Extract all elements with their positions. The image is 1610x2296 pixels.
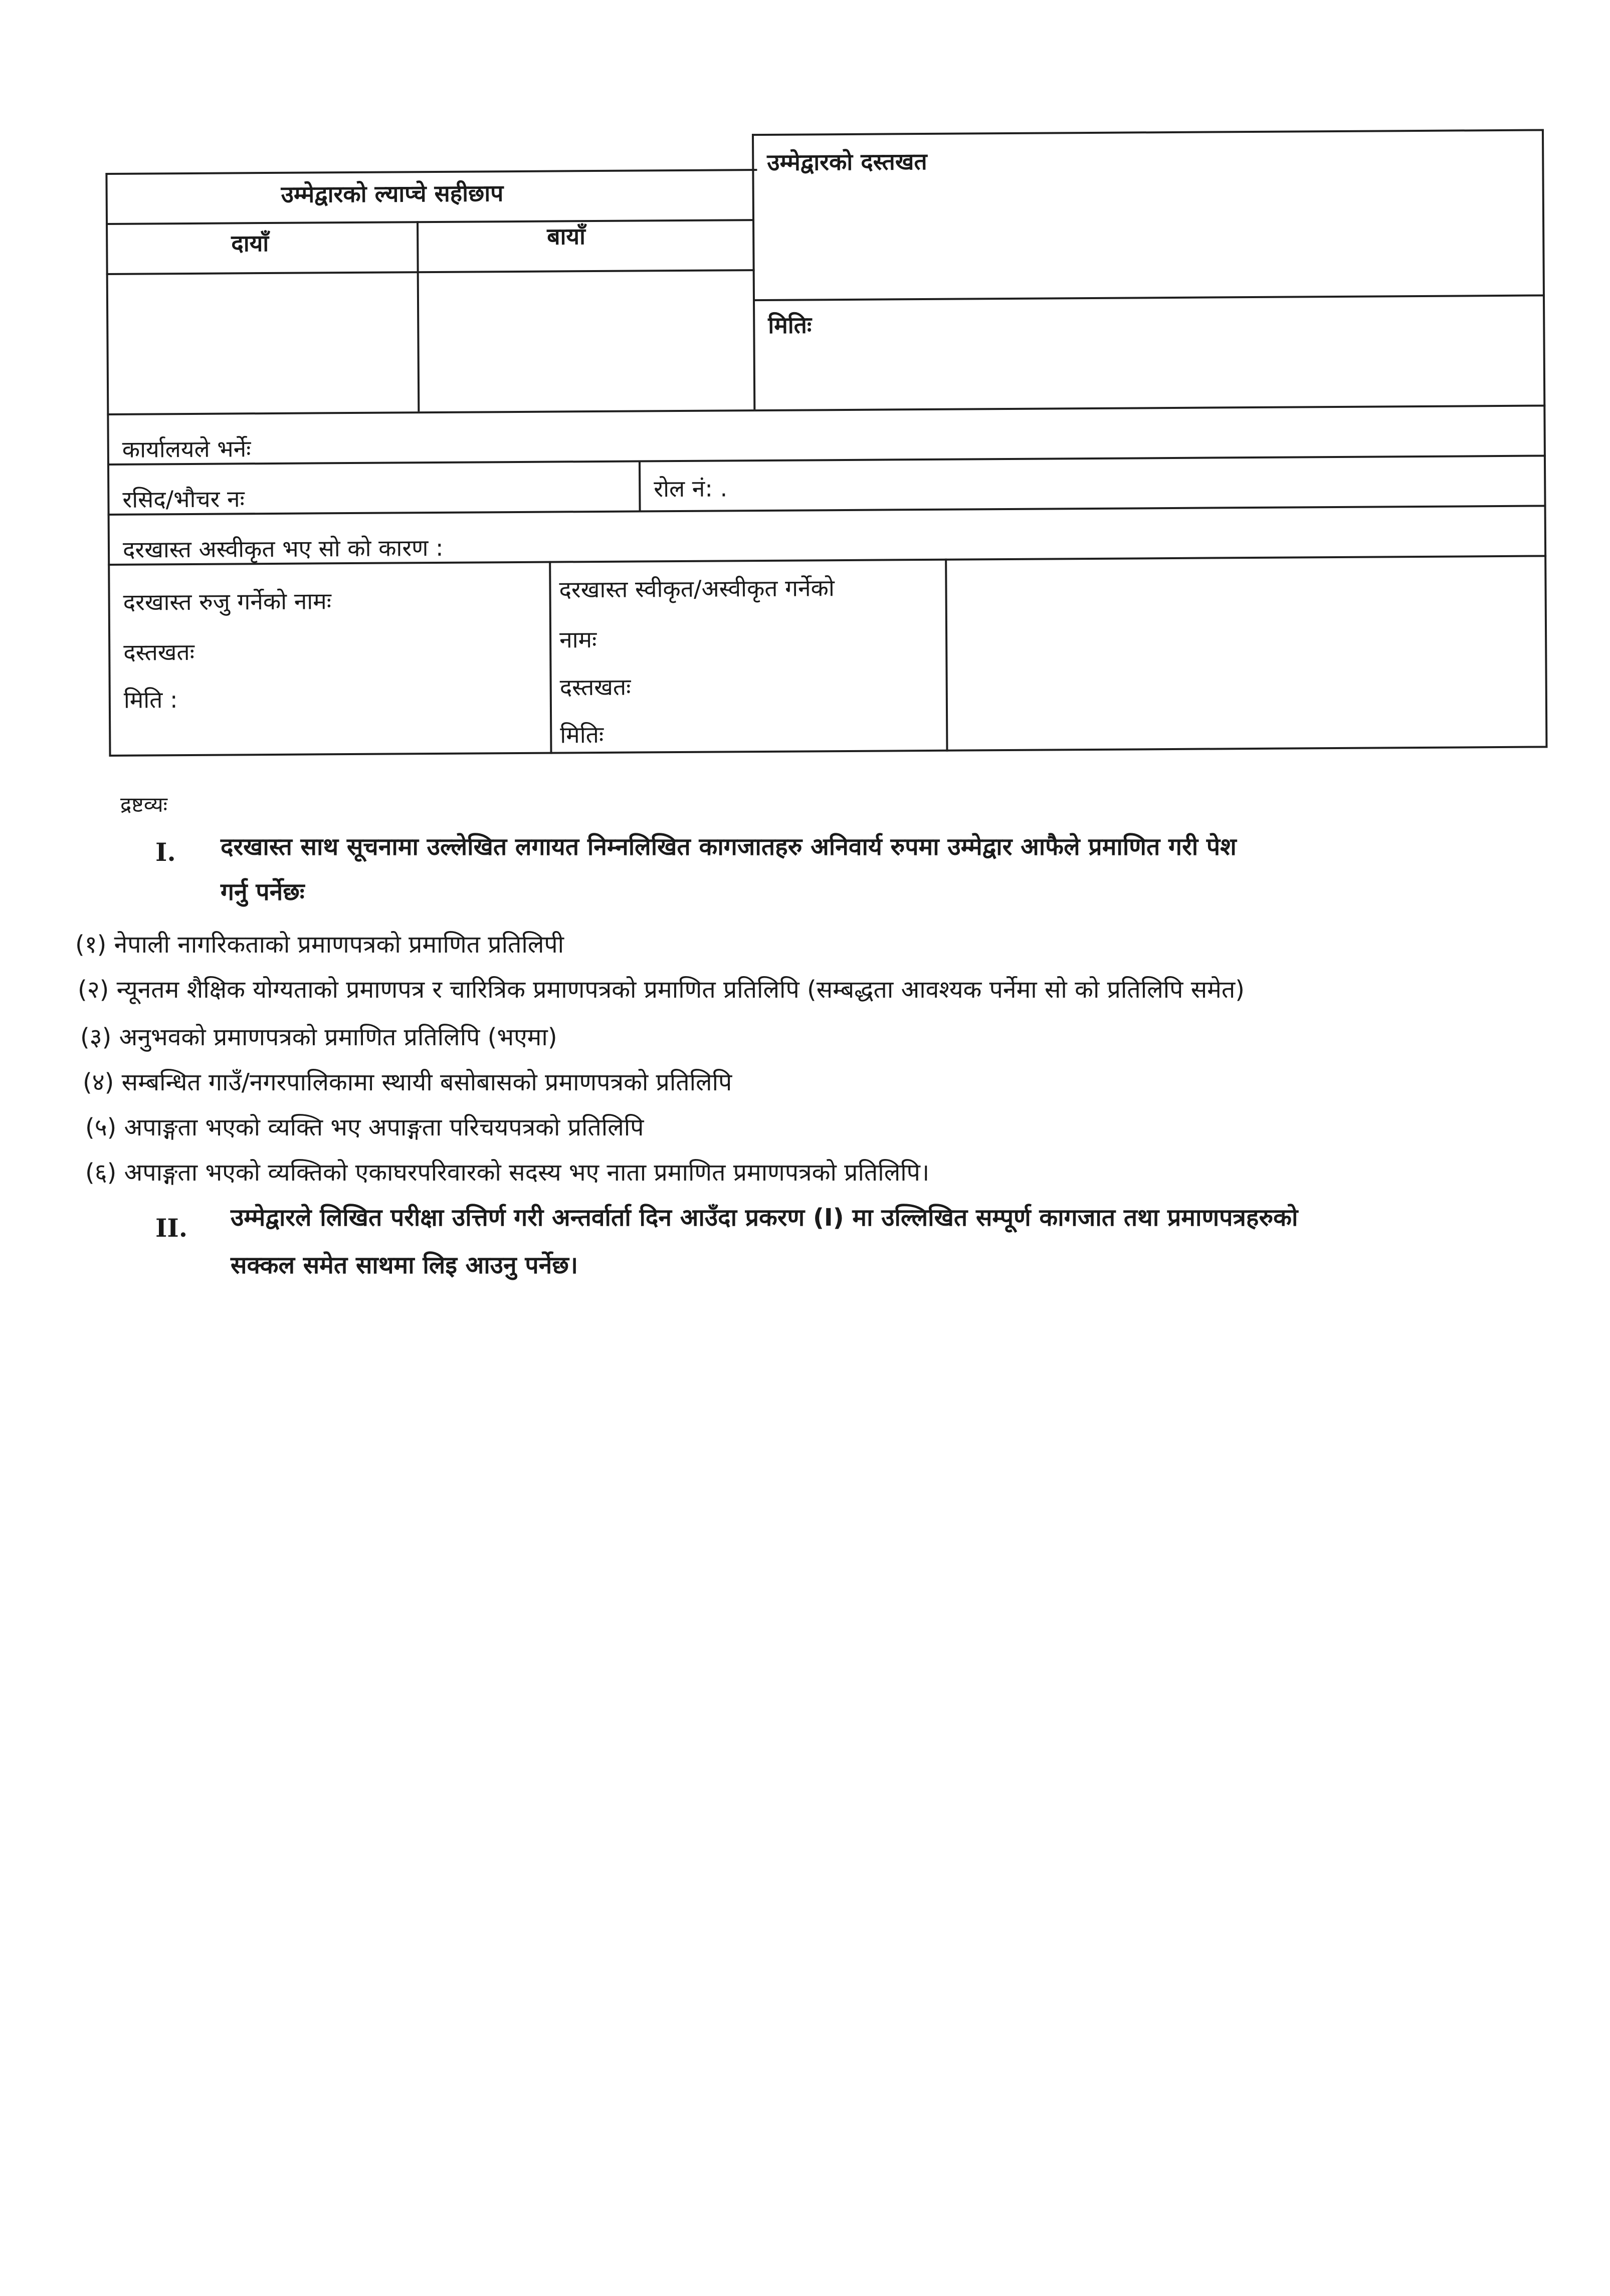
table-border-top-right <box>752 129 1544 136</box>
note-2-line-2: सक्कल समेत साथमा लिइ आउनु पर्नेछ। <box>231 1251 578 1279</box>
approver-signature-label: दस्तखतः <box>559 673 631 701</box>
registrar-signature-label: दस्तखतः <box>123 638 195 666</box>
divider-receipt-roll <box>639 460 641 510</box>
document-list-item-4: (४) सम्बन्धित गाउँ/नगरपालिकामा स्थायी बसोबासको प्रमाणपत्रको प्रतिलिपि <box>83 1068 732 1096</box>
note-1-line-1: दरखास्त साथ सूचनामा उल्लेखित लगायत निम्नलिखित कागजातहरु अनिवार्य रुपमा उम्मेद्वार आफैले प्रमाणित गरी पेश <box>221 833 1237 861</box>
table-border-top-left <box>105 169 757 175</box>
divider-thumb-header <box>106 219 754 225</box>
document-list-item-6: (६) अपाङ्गता भएको व्यक्तिको एकाघरपरिवारको सदस्य भए नाता प्रमाणित प्रमाणपत्रको प्रतिलिपि। <box>85 1159 930 1187</box>
document-list-item-5: (५) अपाङ्गता भएको व्यक्ति भए अपाङ्गता परिचयपत्रको प्रतिलिपि <box>85 1113 644 1141</box>
document-list-item-3: (३) अनुभवको प्रमाणपत्रको प्रमाणित प्रतिलिपि (भएमा) <box>80 1023 557 1051</box>
note-2-line-1: उम्मेद्वारले लिखित परीक्षा उत्तिर्ण गरी अन्तर्वार्ता दिन आउँदा प्रकरण (I) मा उल्लिखित सम्पूर्ण कागजात तथा प्रमाणपत्रहरुको <box>231 1204 1298 1232</box>
note-1-numeral: I. <box>155 837 176 867</box>
document-list-item-1: (१) नेपाली नागरिकताको प्रमाणपत्रको प्रमाणित प्रतिलिपी <box>75 931 564 959</box>
divider-approver-blank <box>945 559 948 752</box>
left-thumbprint-box <box>419 271 754 411</box>
divider-reason-row <box>108 505 1546 516</box>
approver-date-label: मितिः <box>560 721 604 749</box>
document-list-item-2: (२) न्यूनतम शैक्षिक योग्यताको प्रमाणपत्र र चारित्रिक प्रमाणपत्रको प्रमाणित प्रतिलिपि (सम्बद्धता आवश्यक पर्नेमा सो को प्रतिलिपि समेत) <box>78 976 1245 1004</box>
left-thumb-label: बायाँ <box>547 222 586 250</box>
note-1-line-2: गर्नु पर्नेछः <box>221 878 305 906</box>
application-form-table <box>105 129 1547 757</box>
right-thumb-label: दायाँ <box>231 229 269 257</box>
signature-box <box>754 166 1543 299</box>
table-border-right <box>1542 129 1548 748</box>
notes-heading: द्रष्टव्यः <box>120 792 168 817</box>
right-thumbprint-box <box>108 273 418 413</box>
registrar-name-label: दरखास्त रुजु गर्नेको नामः <box>123 587 332 616</box>
divider-registrar-approver <box>549 561 552 754</box>
receipt-number-label: रसिद/भौचर नः <box>122 485 245 513</box>
office-fill-label: कार्यालयले भर्नेः <box>122 435 251 463</box>
thumbprint-header: उम्मेद्वारको ल्याप्चे सहीछाप <box>281 179 504 208</box>
signature-date-label: मितिः <box>768 311 812 339</box>
signature-header: उम्मेद्वारको दस्तखत <box>767 147 927 176</box>
rejection-reason-label: दरखास्त अस्वीकृत भए सो को कारण : <box>122 534 444 563</box>
note-2-numeral: II. <box>155 1213 188 1243</box>
roll-number-label: रोल नं: . <box>654 475 728 503</box>
divider-receipt-row <box>107 454 1546 466</box>
registrar-date-label: मिति : <box>123 686 178 714</box>
approver-title-label: दरखास्त स्वीकृत/अस्वीकृत गर्नेको <box>559 574 835 603</box>
approver-name-label: नामः <box>559 626 597 653</box>
table-border-bottom <box>109 746 1548 757</box>
